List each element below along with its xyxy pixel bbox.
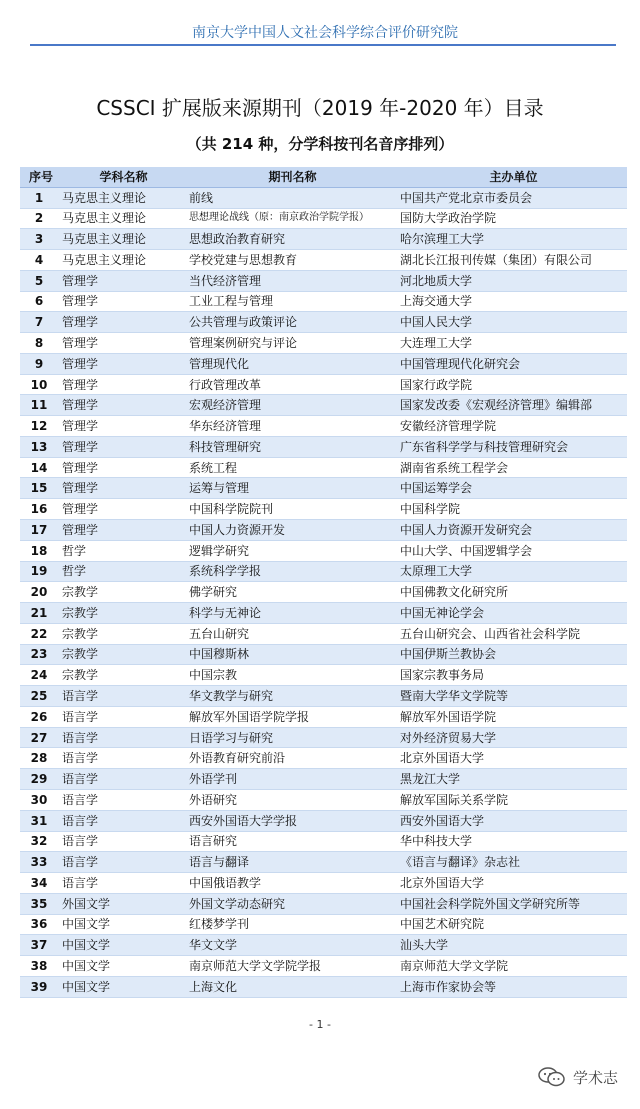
row-journal: 解放军外国语学院学报 xyxy=(185,706,396,727)
row-journal: 外语教育研究前沿 xyxy=(185,748,396,769)
table-row xyxy=(20,270,627,291)
table-row xyxy=(20,187,627,208)
row-number: 11 xyxy=(20,395,58,416)
row-sponsor: 暨南大学华文学院等 xyxy=(396,686,627,707)
table-row xyxy=(20,333,627,354)
row-journal: 红楼梦学刊 xyxy=(185,914,396,935)
row-number: 15 xyxy=(20,478,58,499)
row-sponsor: 太原理工大学 xyxy=(396,561,627,582)
row-journal: 逻辑学研究 xyxy=(185,540,396,561)
row-sponsor: 哈尔滨理工大学 xyxy=(396,229,627,250)
table-row xyxy=(20,852,627,873)
row-journal: 系统工程 xyxy=(185,457,396,478)
row-number: 28 xyxy=(20,748,58,769)
row-sponsor: 湖南省系统工程学会 xyxy=(396,457,627,478)
row-subject: 管理学 xyxy=(58,333,185,354)
row-sponsor: 中国科学院 xyxy=(396,499,627,520)
row-subject: 中国文学 xyxy=(58,935,185,956)
row-journal: 学校党建与思想教育 xyxy=(185,250,396,271)
table-row xyxy=(20,665,627,686)
table-row xyxy=(20,499,627,520)
row-sponsor: 广东省科学学与科技管理研究会 xyxy=(396,436,627,457)
row-number: 6 xyxy=(20,291,58,312)
row-sponsor: 五台山研究会、山西省社会科学院 xyxy=(396,623,627,644)
table-row xyxy=(20,914,627,935)
row-sponsor: 华中科技大学 xyxy=(396,831,627,852)
row-subject: 宗教学 xyxy=(58,603,185,624)
table-row xyxy=(20,250,627,271)
row-journal: 系统科学学报 xyxy=(185,561,396,582)
row-journal: 行政管理改革 xyxy=(185,374,396,395)
row-number: 13 xyxy=(20,436,58,457)
row-number: 18 xyxy=(20,540,58,561)
row-subject: 中国文学 xyxy=(58,914,185,935)
row-journal: 运筹与管理 xyxy=(185,478,396,499)
row-sponsor: 中国无神论学会 xyxy=(396,603,627,624)
table-row xyxy=(20,395,627,416)
row-journal: 科学与无神论 xyxy=(185,603,396,624)
row-journal: 五台山研究 xyxy=(185,623,396,644)
table-row xyxy=(20,873,627,894)
header-institute: 南京大学中国人文社会科学综合评价研究院 xyxy=(192,25,458,41)
table-row xyxy=(20,748,627,769)
row-sponsor: 大连理工大学 xyxy=(396,333,627,354)
row-sponsor: 中国运筹学会 xyxy=(396,478,627,499)
table-row xyxy=(20,561,627,582)
row-subject: 马克思主义理论 xyxy=(58,187,185,208)
row-journal: 思想政治教育研究 xyxy=(185,229,396,250)
row-subject: 宗教学 xyxy=(58,665,185,686)
row-sponsor: 中国人民大学 xyxy=(396,312,627,333)
row-journal: 中国宗教 xyxy=(185,665,396,686)
journal-table xyxy=(20,167,627,998)
row-subject: 宗教学 xyxy=(58,623,185,644)
row-subject: 外国文学 xyxy=(58,893,185,914)
table-row xyxy=(20,831,627,852)
row-journal: 外语研究 xyxy=(185,789,396,810)
table-row xyxy=(20,582,627,603)
table-row xyxy=(20,436,627,457)
row-sponsor: 对外经济贸易大学 xyxy=(396,727,627,748)
row-journal: 思想理论战线（原：南京政治学院学报） xyxy=(185,208,396,229)
row-number: 27 xyxy=(20,727,58,748)
row-sponsor: 中山大学、中国逻辑学会 xyxy=(396,540,627,561)
row-subject: 语言学 xyxy=(58,810,185,831)
row-sponsor: 国家宗教事务局 xyxy=(396,665,627,686)
row-number: 22 xyxy=(20,623,58,644)
row-sponsor: 中国伊斯兰教协会 xyxy=(396,644,627,665)
row-journal: 华东经济管理 xyxy=(185,416,396,437)
row-sponsor: 国家行政学院 xyxy=(396,374,627,395)
row-journal: 日语学习与研究 xyxy=(185,727,396,748)
row-number: 10 xyxy=(20,374,58,395)
row-journal: 华文文学 xyxy=(185,935,396,956)
watermark xyxy=(537,1066,618,1088)
row-sponsor: 中国社会科学院外国文学研究所等 xyxy=(396,893,627,914)
row-number: 3 xyxy=(20,229,58,250)
row-subject: 语言学 xyxy=(58,686,185,707)
row-number: 32 xyxy=(20,831,58,852)
table-row xyxy=(20,956,627,977)
row-subject: 语言学 xyxy=(58,727,185,748)
row-journal: 中国科学院院刊 xyxy=(185,499,396,520)
table-row xyxy=(20,686,627,707)
table-row xyxy=(20,810,627,831)
table-row xyxy=(20,312,627,333)
column-header-subject: 学科名称 xyxy=(58,167,185,187)
row-journal: 语言与翻译 xyxy=(185,852,396,873)
row-number: 26 xyxy=(20,706,58,727)
row-number: 2 xyxy=(20,208,58,229)
table-row xyxy=(20,935,627,956)
row-subject: 哲学 xyxy=(58,561,185,582)
row-journal: 南京师范大学文学院学报 xyxy=(185,956,396,977)
table-row xyxy=(20,374,627,395)
table-row xyxy=(20,208,627,229)
table-row xyxy=(20,457,627,478)
column-header-number: 序号 xyxy=(20,167,58,187)
row-journal: 外国文学动态研究 xyxy=(185,893,396,914)
row-number: 4 xyxy=(20,250,58,271)
row-number: 20 xyxy=(20,582,58,603)
row-number: 36 xyxy=(20,914,58,935)
row-subject: 语言学 xyxy=(58,873,185,894)
row-sponsor: 《语言与翻译》杂志社 xyxy=(396,852,627,873)
table-row xyxy=(20,540,627,561)
row-number: 8 xyxy=(20,333,58,354)
row-number: 23 xyxy=(20,644,58,665)
row-number: 12 xyxy=(20,416,58,437)
table-row xyxy=(20,789,627,810)
table-row xyxy=(20,727,627,748)
row-subject: 哲学 xyxy=(58,540,185,561)
row-sponsor: 中国佛教文化研究所 xyxy=(396,582,627,603)
table-row xyxy=(20,291,627,312)
row-subject: 宗教学 xyxy=(58,644,185,665)
page-number: - 1 - xyxy=(309,1018,331,1031)
row-number: 21 xyxy=(20,603,58,624)
row-journal: 语言研究 xyxy=(185,831,396,852)
row-journal: 管理案例研究与评论 xyxy=(185,333,396,354)
page-title: CSSCI 扩展版来源期刊（2019 年-2020 年）目录 xyxy=(96,96,544,120)
row-journal: 佛学研究 xyxy=(185,582,396,603)
row-subject: 管理学 xyxy=(58,416,185,437)
table-header-row xyxy=(20,167,627,187)
table-row xyxy=(20,520,627,541)
table-row xyxy=(20,353,627,374)
row-journal: 西安外国语大学学报 xyxy=(185,810,396,831)
row-subject: 马克思主义理论 xyxy=(58,250,185,271)
row-number: 7 xyxy=(20,312,58,333)
row-sponsor: 中国共产党北京市委员会 xyxy=(396,187,627,208)
row-subject: 语言学 xyxy=(58,748,185,769)
row-number: 35 xyxy=(20,893,58,914)
row-number: 37 xyxy=(20,935,58,956)
row-subject: 宗教学 xyxy=(58,582,185,603)
row-number: 31 xyxy=(20,810,58,831)
row-subject: 管理学 xyxy=(58,478,185,499)
row-journal: 工业工程与管理 xyxy=(185,291,396,312)
table-row xyxy=(20,644,627,665)
row-subject: 管理学 xyxy=(58,270,185,291)
table-row xyxy=(20,706,627,727)
table-row xyxy=(20,416,627,437)
row-subject: 管理学 xyxy=(58,395,185,416)
row-sponsor: 中国人力资源开发研究会 xyxy=(396,520,627,541)
row-journal: 管理现代化 xyxy=(185,353,396,374)
row-number: 5 xyxy=(20,270,58,291)
row-number: 38 xyxy=(20,956,58,977)
row-journal: 外语学刊 xyxy=(185,769,396,790)
table-row xyxy=(20,478,627,499)
row-subject: 马克思主义理论 xyxy=(58,229,185,250)
row-number: 25 xyxy=(20,686,58,707)
row-sponsor: 上海市作家协会等 xyxy=(396,976,627,997)
row-number: 17 xyxy=(20,520,58,541)
row-sponsor: 汕头大学 xyxy=(396,935,627,956)
row-subject: 管理学 xyxy=(58,457,185,478)
row-subject: 管理学 xyxy=(58,312,185,333)
row-number: 9 xyxy=(20,353,58,374)
row-sponsor: 上海交通大学 xyxy=(396,291,627,312)
row-number: 33 xyxy=(20,852,58,873)
row-sponsor: 国防大学政治学院 xyxy=(396,208,627,229)
row-subject: 管理学 xyxy=(58,374,185,395)
row-number: 1 xyxy=(20,187,58,208)
table-row xyxy=(20,976,627,997)
table-row xyxy=(20,623,627,644)
row-sponsor: 解放军外国语学院 xyxy=(396,706,627,727)
row-sponsor: 西安外国语大学 xyxy=(396,810,627,831)
row-number: 30 xyxy=(20,789,58,810)
row-number: 34 xyxy=(20,873,58,894)
table-row xyxy=(20,769,627,790)
row-subject: 管理学 xyxy=(58,291,185,312)
header-divider xyxy=(30,44,616,46)
row-sponsor: 湖北长江报刊传媒（集团）有限公司 xyxy=(396,250,627,271)
row-subject: 语言学 xyxy=(58,706,185,727)
row-subject: 中国文学 xyxy=(58,976,185,997)
table-row xyxy=(20,893,627,914)
row-journal: 中国穆斯林 xyxy=(185,644,396,665)
row-journal: 宏观经济管理 xyxy=(185,395,396,416)
row-subject: 语言学 xyxy=(58,789,185,810)
row-number: 24 xyxy=(20,665,58,686)
column-header-sponsor: 主办单位 xyxy=(396,167,627,187)
row-subject: 管理学 xyxy=(58,436,185,457)
row-journal: 华文教学与研究 xyxy=(185,686,396,707)
row-sponsor: 河北地质大学 xyxy=(396,270,627,291)
row-sponsor: 国家发改委《宏观经济管理》编辑部 xyxy=(396,395,627,416)
row-number: 29 xyxy=(20,769,58,790)
row-journal: 科技管理研究 xyxy=(185,436,396,457)
row-subject: 管理学 xyxy=(58,353,185,374)
row-sponsor: 安徽经济管理学院 xyxy=(396,416,627,437)
table-body xyxy=(20,187,627,997)
row-number: 39 xyxy=(20,976,58,997)
row-sponsor: 解放军国际关系学院 xyxy=(396,789,627,810)
row-sponsor: 中国管理现代化研究会 xyxy=(396,353,627,374)
row-subject: 语言学 xyxy=(58,852,185,873)
row-subject: 语言学 xyxy=(58,769,185,790)
wechat-icon xyxy=(537,1066,567,1088)
row-number: 14 xyxy=(20,457,58,478)
row-journal: 前线 xyxy=(185,187,396,208)
row-subject: 马克思主义理论 xyxy=(58,208,185,229)
row-subject: 管理学 xyxy=(58,520,185,541)
row-subject: 管理学 xyxy=(58,499,185,520)
row-sponsor: 黑龙江大学 xyxy=(396,769,627,790)
table-row xyxy=(20,229,627,250)
row-sponsor: 北京外国语大学 xyxy=(396,748,627,769)
row-subject: 语言学 xyxy=(58,831,185,852)
row-journal: 上海文化 xyxy=(185,976,396,997)
row-journal: 公共管理与政策评论 xyxy=(185,312,396,333)
row-journal: 当代经济管理 xyxy=(185,270,396,291)
row-subject: 中国文学 xyxy=(58,956,185,977)
table-row xyxy=(20,603,627,624)
row-sponsor: 中国艺术研究院 xyxy=(396,914,627,935)
row-journal: 中国人力资源开发 xyxy=(185,520,396,541)
watermark-text: 学术志 xyxy=(572,1068,618,1087)
row-sponsor: 南京师范大学文学院 xyxy=(396,956,627,977)
page-subtitle: （共 214 种，分学科按刊名音序排列） xyxy=(186,135,454,153)
column-header-journal: 期刊名称 xyxy=(185,167,396,187)
row-number: 16 xyxy=(20,499,58,520)
row-number: 19 xyxy=(20,561,58,582)
row-sponsor: 北京外国语大学 xyxy=(396,873,627,894)
row-journal: 中国俄语教学 xyxy=(185,873,396,894)
